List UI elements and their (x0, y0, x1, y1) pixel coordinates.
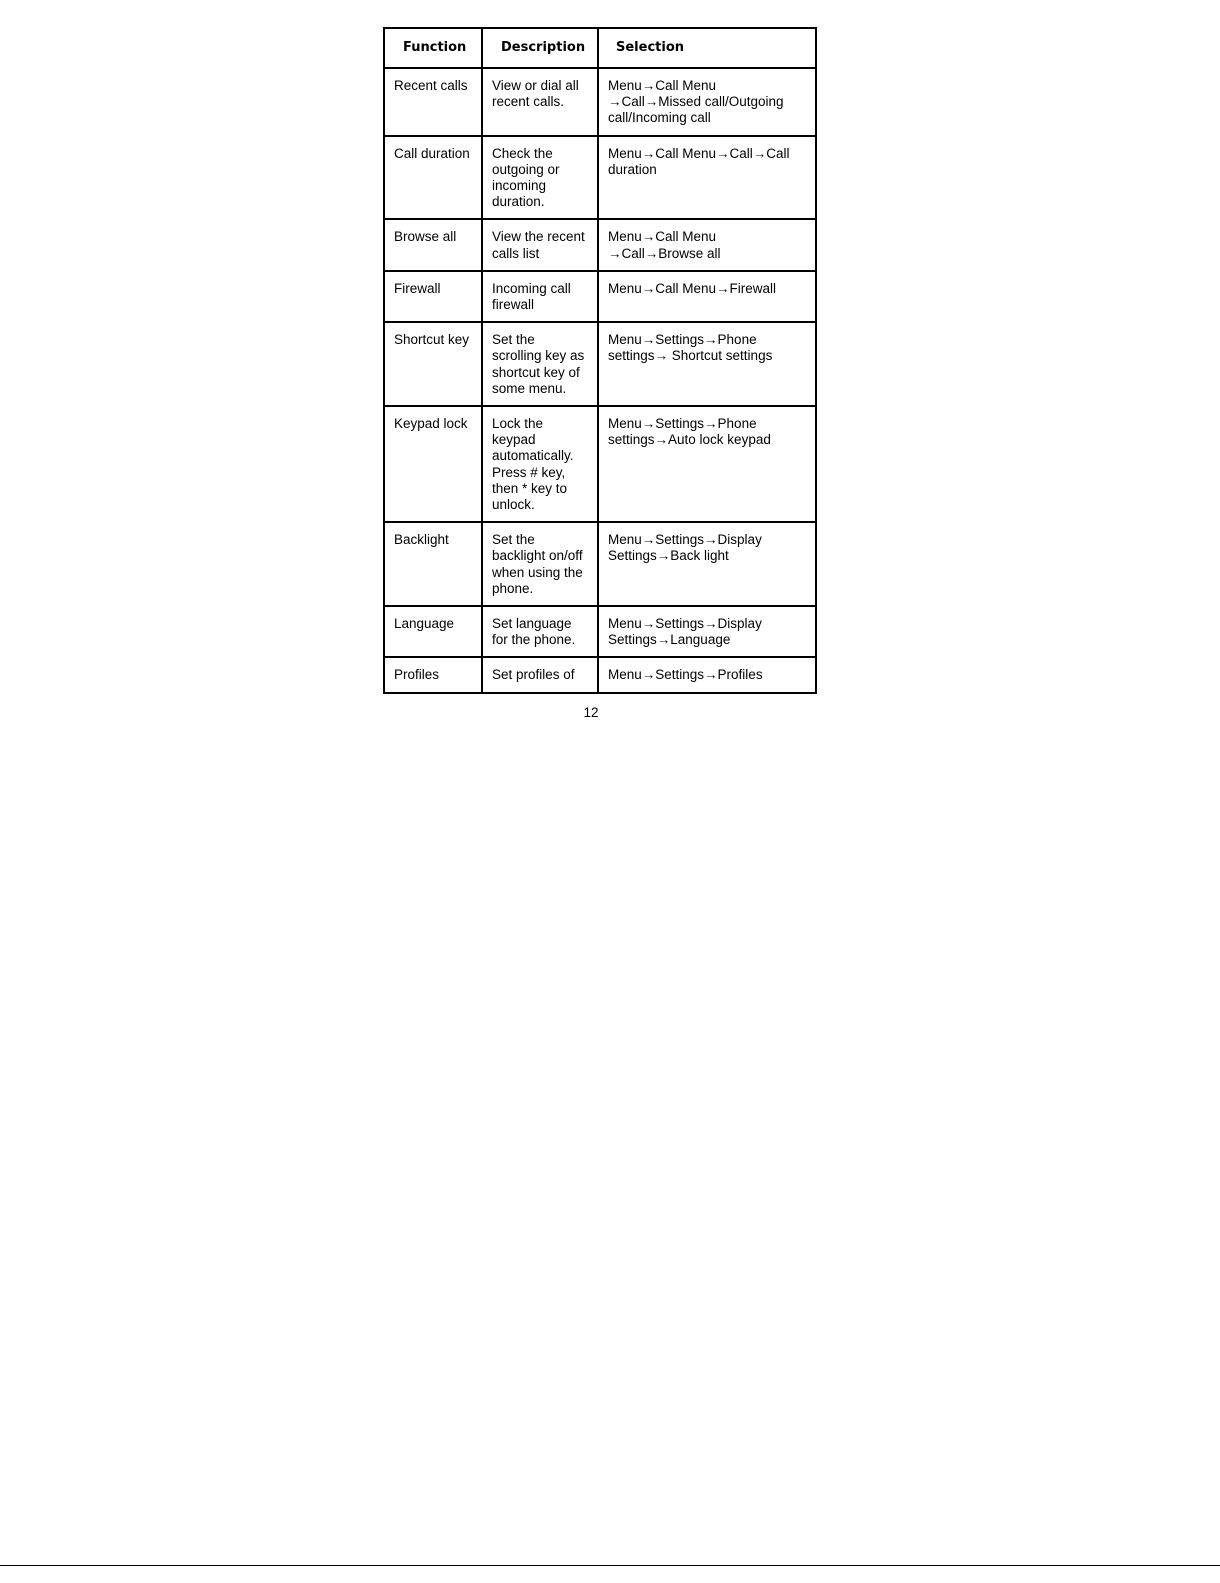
header-selection: Selection (598, 28, 816, 68)
cell-selection: Menu→Settings→Phone settings→Auto lock keypad (598, 406, 816, 522)
header-description: Description (482, 28, 598, 68)
cell-description: View the recent calls list (482, 219, 598, 270)
cell-selection: Menu→Settings→Phone settings→ Shortcut settings (598, 322, 816, 406)
cell-function: Language (384, 606, 482, 657)
cell-function: Browse all (384, 219, 482, 270)
table-row (384, 219, 816, 270)
cell-description: Lock the keypad automatically. Press # key, then * key to unlock. (482, 406, 598, 522)
cell-function: Shortcut key (384, 322, 482, 406)
cell-description: Incoming call firewall (482, 271, 598, 322)
table-row (384, 68, 816, 136)
function-table (383, 27, 817, 694)
cell-selection: Menu→Call Menu →Call→Browse all (598, 219, 816, 270)
table-row (384, 522, 816, 606)
cell-selection: Menu→Call Menu →Call→Missed call/Outgoing call/Incoming call (598, 68, 816, 136)
cell-description: View or dial all recent calls. (482, 68, 598, 136)
table-header-row (384, 28, 816, 68)
cell-function: Backlight (384, 522, 482, 606)
cell-selection: Menu→Settings→Profiles (598, 657, 816, 692)
cell-selection: Menu→Call Menu→Call→Call duration (598, 136, 816, 220)
cell-description: Set language for the phone. (482, 606, 598, 657)
table-row (384, 271, 816, 322)
cell-selection: Menu→Settings→Display Settings→Back light (598, 522, 816, 606)
table-row (384, 606, 816, 657)
page-bottom-rule (0, 1565, 1220, 1566)
cell-function: Recent calls (384, 68, 482, 136)
table-row (384, 322, 816, 406)
cell-selection: Menu→Call Menu→Firewall (598, 271, 816, 322)
cell-function: Call duration (384, 136, 482, 220)
table-row (384, 406, 816, 522)
cell-description: Set profiles of (482, 657, 598, 692)
cell-description: Set the backlight on/off when using the phone. (482, 522, 598, 606)
cell-selection: Menu→Settings→Display Settings→Language (598, 606, 816, 657)
header-function: Function (384, 28, 482, 68)
table-row (384, 657, 816, 692)
table-row (384, 136, 816, 220)
cell-description: Set the scrolling key as shortcut key of some menu. (482, 322, 598, 406)
cell-function: Firewall (384, 271, 482, 322)
cell-function: Keypad lock (384, 406, 482, 522)
cell-function: Profiles (384, 657, 482, 692)
page-number: 12 (583, 705, 599, 720)
cell-description: Check the outgoing or incoming duration. (482, 136, 598, 220)
